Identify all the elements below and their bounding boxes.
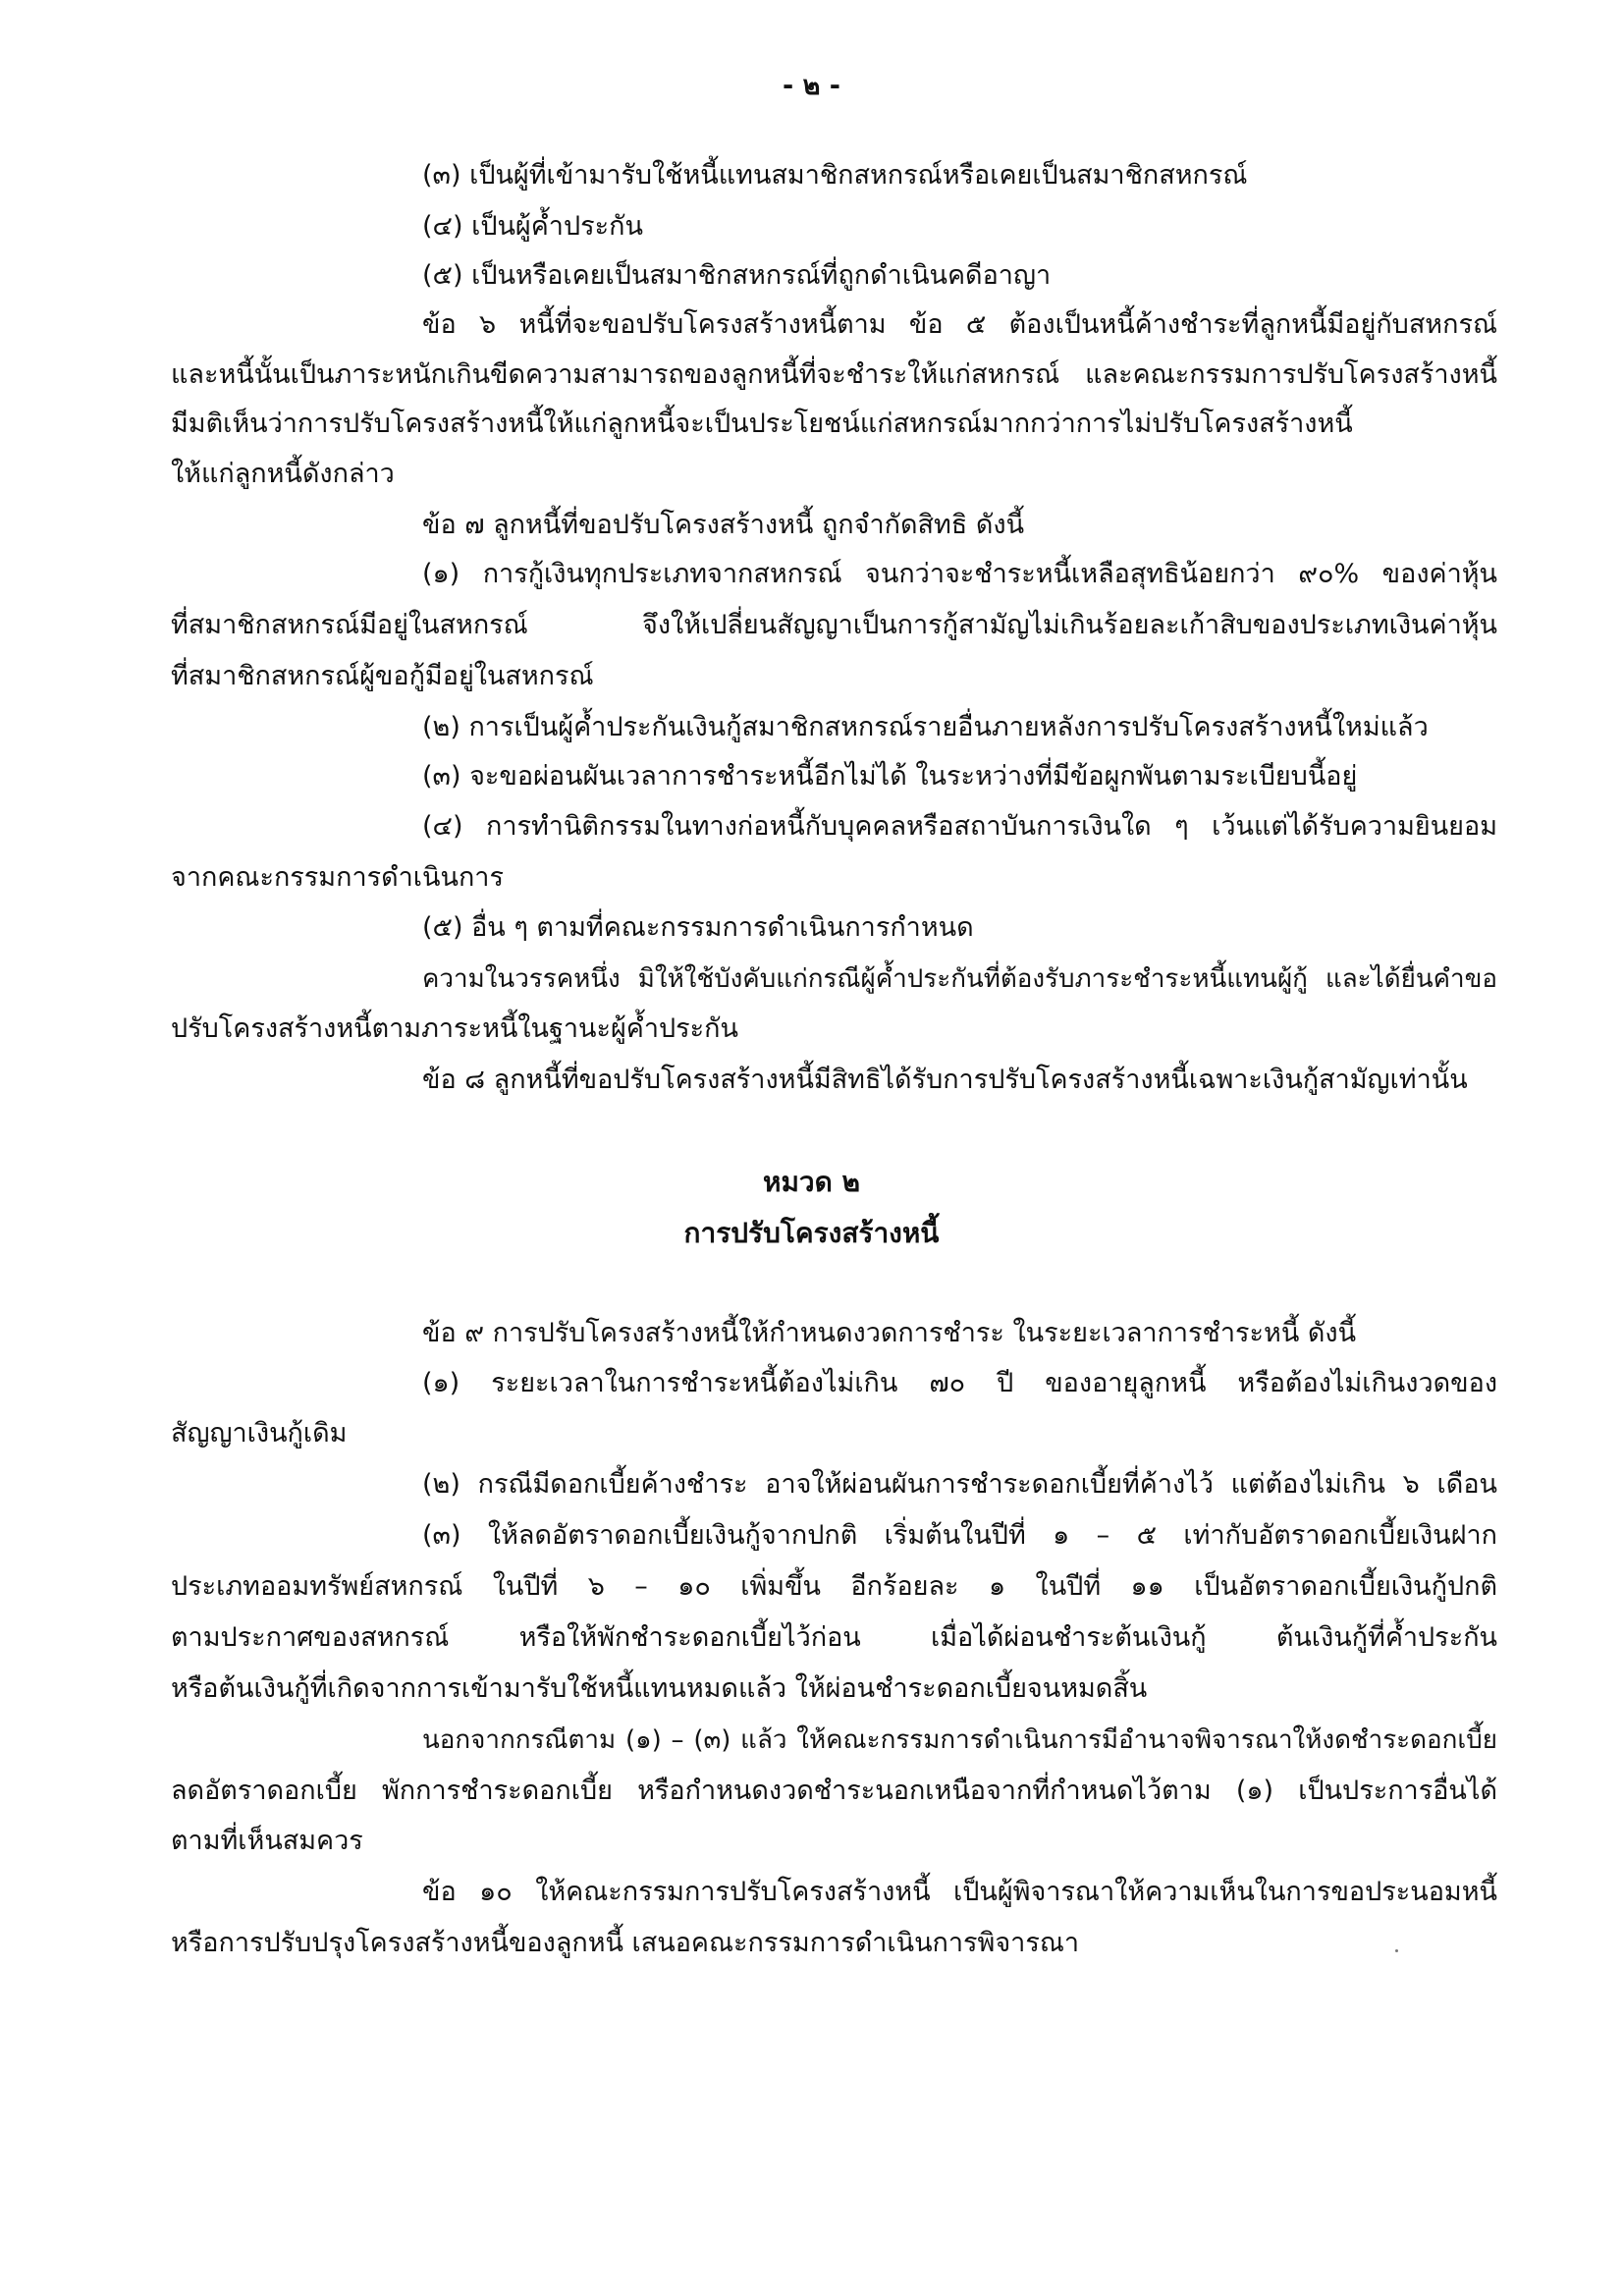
text-line: ที่สมาชิกสหกรณ์ผู้ขอกู้มีอยู่ในสหกรณ์ <box>171 661 594 691</box>
text-line: สัญญาเงินกู้เดิม <box>171 1418 348 1449</box>
text-line: มีมติเห็นว่าการปรับโครงสร้างหนี้ให้แก่ลูกหนี้จะเป็นประโยชน์แก่สหกรณ์มากกว่าการไม่ปรับโครงสร้างหนี้ <box>171 409 1353 439</box>
text-line: ลดอัตราดอกเบี้ย พักการชำระดอกเบี้ย หรือกำหนดงวดชำระนอกเหนือจากที่กำหนดไว้ตาม (๑) เป็นประการอื่นได้ <box>171 1776 1497 1806</box>
text-line: ข้อ ๗ ลูกหนี้ที่ขอปรับโครงสร้างหนี้ ถูกจำกัดสิทธิ ดังนี้ <box>422 510 1025 540</box>
text-line: (๒) การเป็นผู้ค้ำประกันเงินกู้สมาชิกสหกรณ์รายอื่นภายหลังการปรับโครงสร้างหนี้ใหม่แล้ว <box>422 712 1429 742</box>
text-line: (๓) จะขอผ่อนผันเวลาการชำระหนี้อีกไม่ได้ ในระหว่างที่มีข้อผูกพันตามระเบียบนี้อยู่ <box>422 761 1358 792</box>
text-line: ตามที่เห็นสมควร <box>171 1826 363 1856</box>
text-line: ปรับโครงสร้างหนี้ตามภาระหนี้ในฐานะผู้ค้ำประกัน <box>171 1013 738 1044</box>
text-line: ข้อ ๖ หนี้ที่จะขอปรับโครงสร้างหนี้ตาม ข้อ ๕ ต้องเป็นหนี้ค้างชำระที่ลูกหนี้มีอยู่กับสหกรณ์ <box>422 309 1497 340</box>
page-number: - ๒ - <box>782 71 840 101</box>
text-line: (๔) การทำนิติกรรมในทางก่อหนี้กับบุคคลหรือสถาบันการเงินใด ๆ เว้นแต่ได้รับความยินยอม <box>422 811 1497 842</box>
text-line: ข้อ ๘ ลูกหนี้ที่ขอปรับโครงสร้างหนี้มีสิทธิได้รับการปรับโครงสร้างหนี้เฉพาะเงินกู้สามัญเท่านั้น <box>422 1065 1468 1095</box>
text-line: ประเภทออมทรัพย์สหกรณ์ ในปีที่ ๖ – ๑๐ เพิ่มขึ้น อีกร้อยละ ๑ ในปีที่ ๑๑ เป็นอัตราดอกเบี้ยเงินกู้ปกติ <box>171 1571 1497 1602</box>
text-line: ข้อ ๑๐ ให้คณะกรรมการปรับโครงสร้างหนี้ เป็นผู้พิจารณาให้ความเห็นในการขอประนอมหนี้ <box>422 1877 1497 1907</box>
text-line: (๑) ระยะเวลาในการชำระหนี้ต้องไม่เกิน ๗๐ ปี ของอายุลูกหนี้ หรือต้องไม่เกินงวดของ <box>422 1368 1497 1398</box>
text-line: ตามประกาศของสหกรณ์ หรือให้พักชำระดอกเบี้ยไว้ก่อน เมื่อได้ผ่อนชำระต้นเงินกู้ ต้นเงินกู้ที่ค้ำประกัน <box>171 1622 1497 1653</box>
text-line: ที่สมาชิกสหกรณ์มีอยู่ในสหกรณ์ จึงให้เปลี่ยนสัญญาเป็นการกู้สามัญไม่เกินร้อยละเก้าสิบของประเภทเงินค่าหุ้น <box>171 610 1497 640</box>
text-line: (๕) เป็นหรือเคยเป็นสมาชิกสหกรณ์ที่ถูกดำเนินคดีอาญา <box>422 260 1052 291</box>
text-line: จากคณะกรรมการดำเนินการ <box>171 862 504 893</box>
text-line: (๑) การกู้เงินทุกประเภทจากสหกรณ์ จนกว่าจะชำระหนี้เหลือสุทธิน้อยกว่า ๙๐% ของค่าหุ้น <box>422 559 1497 589</box>
text-line: (๕) อื่น ๆ ตามที่คณะกรรมการดำเนินการกำหนด <box>422 912 974 943</box>
text-line: (๒) กรณีมีดอกเบี้ยค้างชำระ อาจให้ผ่อนผันการชำระดอกเบี้ยที่ค้างไว้ แต่ต้องไม่เกิน ๖ เดือน <box>422 1469 1497 1500</box>
text-line: และหนี้นั้นเป็นภาระหนักเกินขีดความสามารถของลูกหนี้ที่จะชำระให้แก่สหกรณ์ และคณะกรรมการปรับโครงสร้างหนี้ <box>171 359 1497 390</box>
text-line: หรือการปรับปรุงโครงสร้างหนี้ของลูกหนี้ เสนอคณะกรรมการดำเนินการพิจารณา <box>171 1928 1080 1958</box>
text-line: หรือต้นเงินกู้ที่เกิดจากการเข้ามารับใช้หนี้แทนหมดแล้ว ให้ผ่อนชำระดอกเบี้ยจนหมดสิ้น <box>171 1673 1148 1704</box>
chapter-title: การปรับโครงสร้างหนี้ <box>683 1217 940 1249</box>
chapter-number: หมวด ๒ <box>762 1166 861 1198</box>
text-line: (๔) เป็นผู้ค้ำประกัน <box>422 211 643 242</box>
text-line: นอกจากกรณีตาม (๑) – (๓) แล้ว ให้คณะกรรมการดำเนินการมีอำนาจพิจารณาให้งดชำระดอกเบี้ย <box>422 1725 1497 1755</box>
text-line: ให้แก่ลูกหนี้ดังกล่าว <box>171 459 395 489</box>
text-line: (๓) เป็นผู้ที่เข้ามารับใช้หนี้แทนสมาชิกสหกรณ์หรือเคยเป็นสมาชิกสหกรณ์ <box>422 160 1248 191</box>
text-line: ความในวรรคหนึ่ง มิให้ใช้บังคับแก่กรณีผู้ค้ำประกันที่ต้องรับภาระชำระหนี้แทนผู้กู้ และได้ยื่นคำขอ <box>422 964 1497 994</box>
text-line: (๓) ให้ลดอัตราดอกเบี้ยเงินกู้จากปกติ เริ่มต้นในปีที่ ๑ – ๕ เท่ากับอัตราดอกเบี้ยเงินฝาก <box>422 1520 1497 1551</box>
scan-speck <box>1395 1949 1398 1952</box>
text-line: ข้อ ๙ การปรับโครงสร้างหนี้ให้กำหนดงวดการชำระ ในระยะเวลาการชำระหนี้ ดังนี้ <box>422 1318 1357 1348</box>
